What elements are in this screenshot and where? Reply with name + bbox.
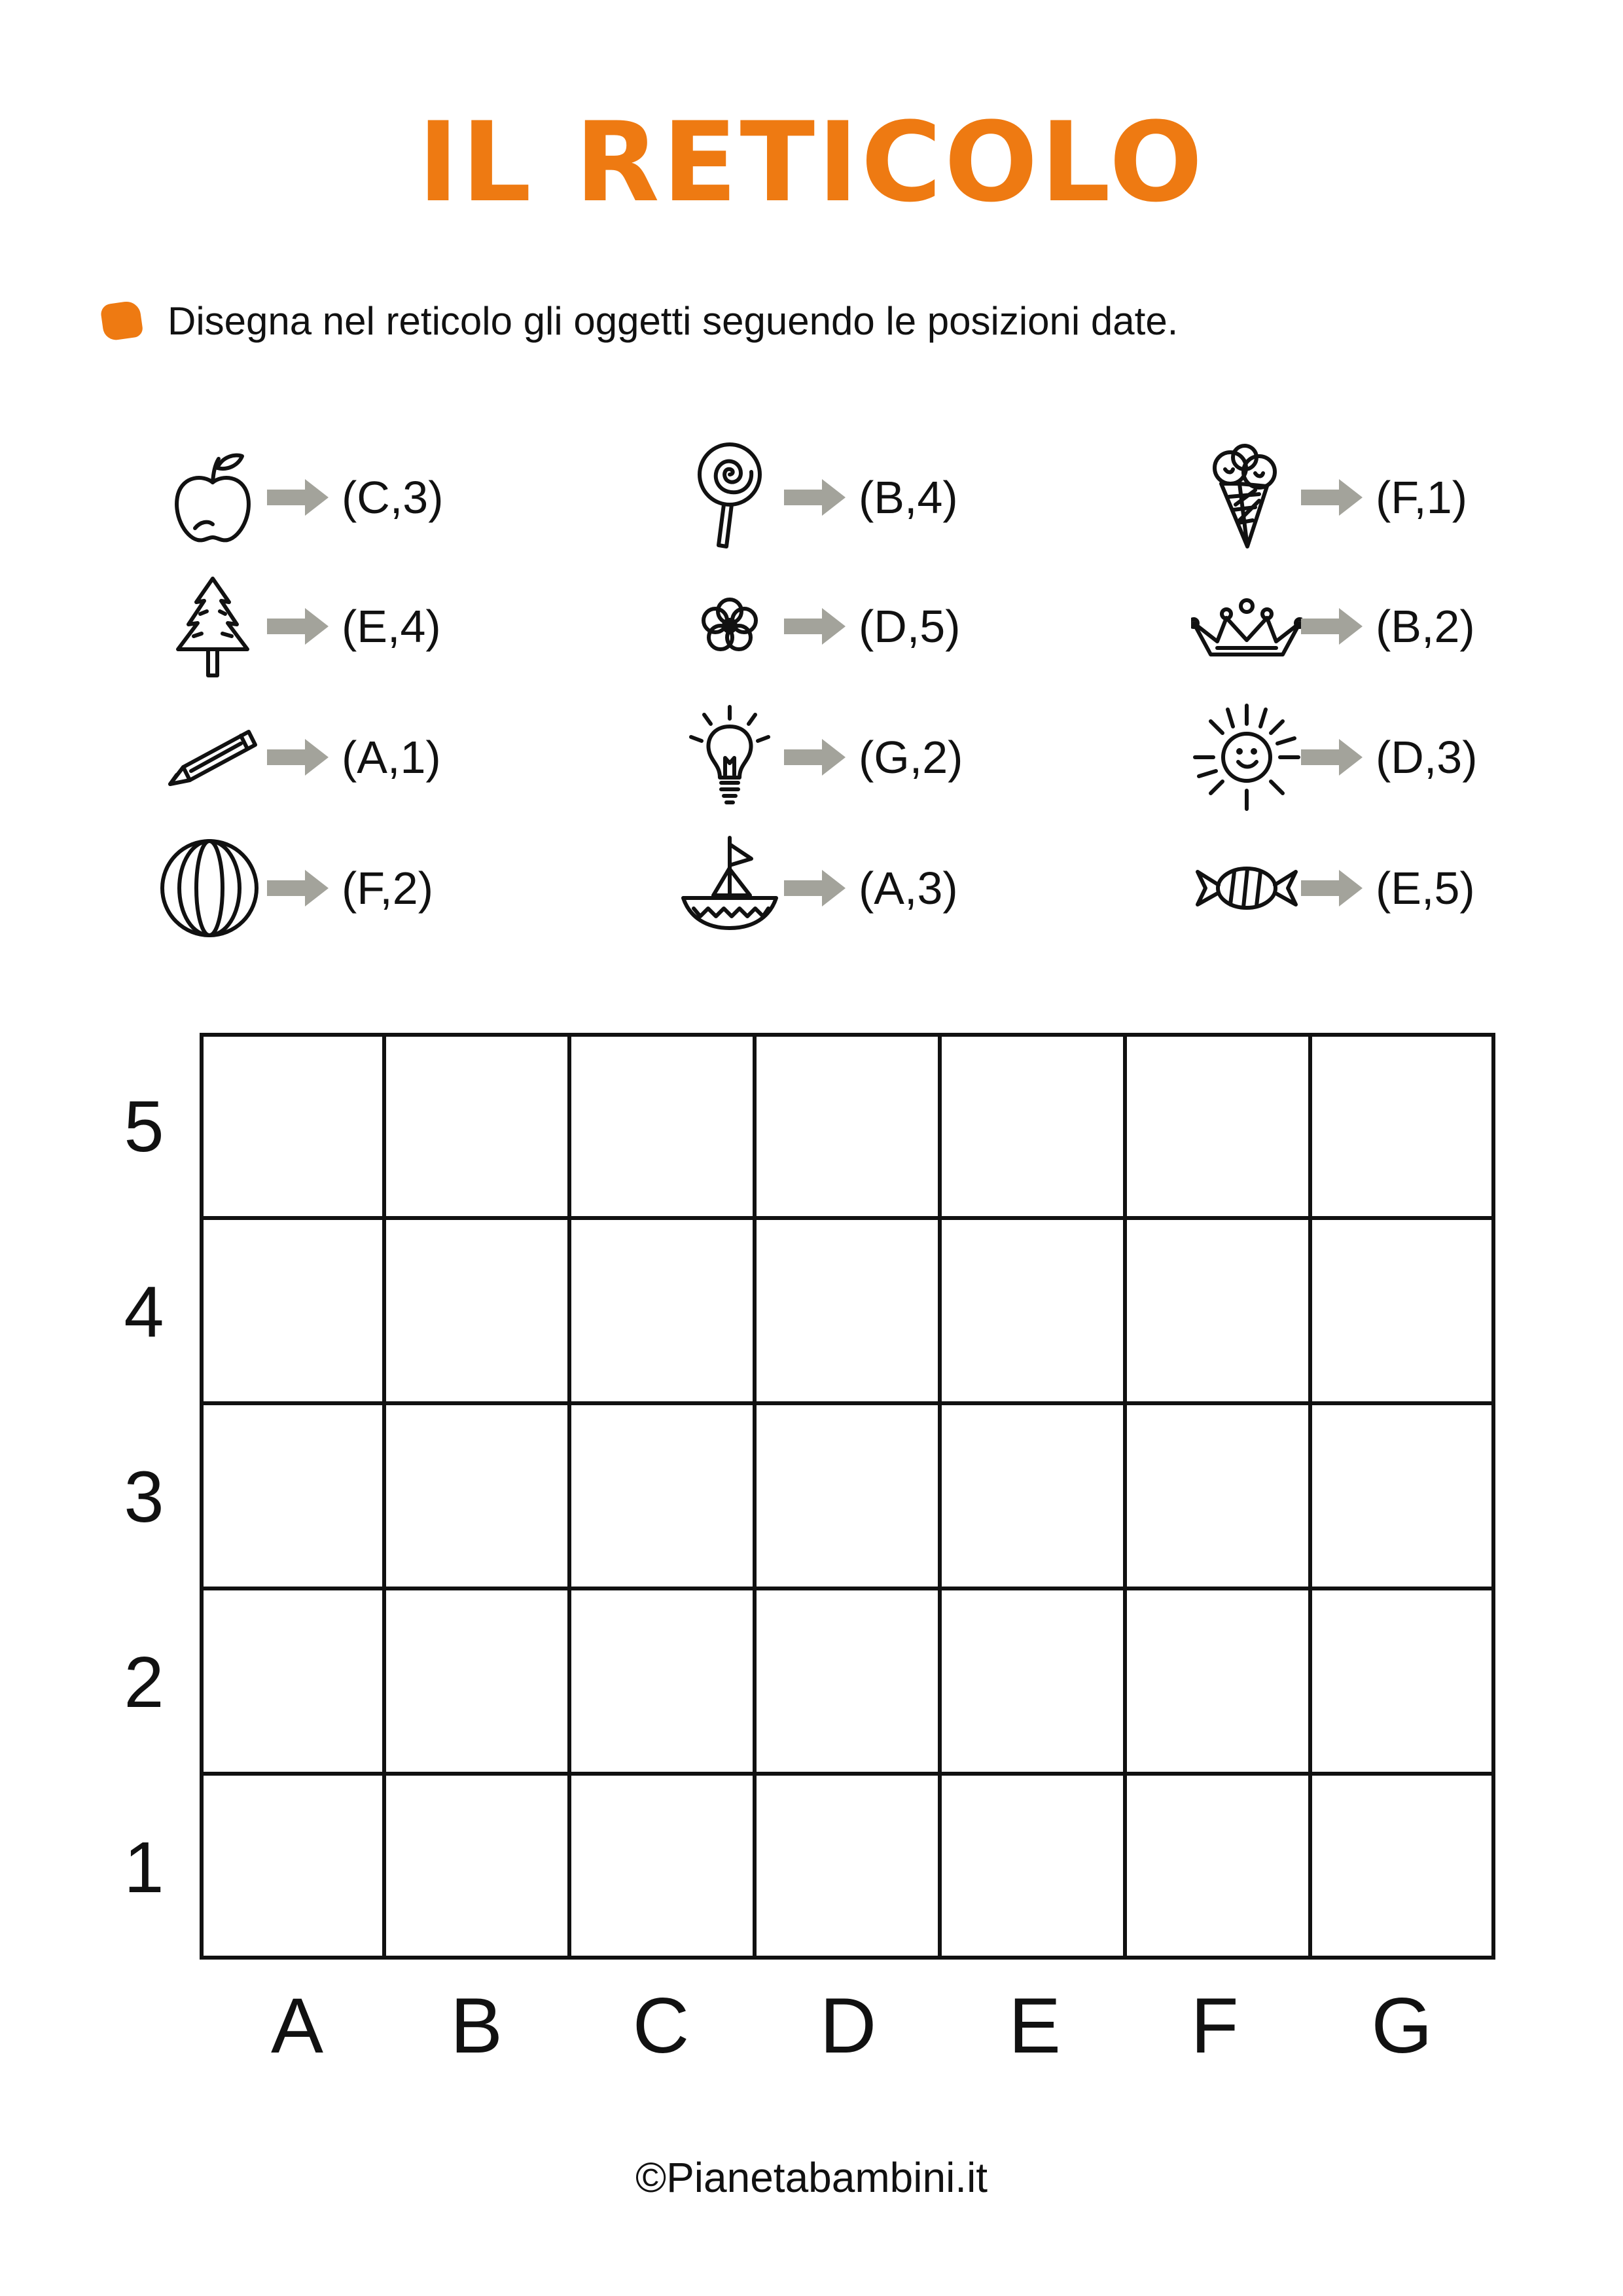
item-coordinate: (B,4) [859, 472, 958, 523]
row-label-4: 4 [124, 1272, 164, 1352]
row-label-3: 3 [124, 1457, 164, 1537]
row-label-1: 1 [124, 1827, 164, 1908]
arrow-icon [1301, 738, 1364, 777]
item-coordinate: (F,1) [1376, 472, 1467, 523]
item-coordinate: (B,2) [1376, 601, 1475, 652]
lightbulb-icon [674, 702, 785, 813]
arrow-icon [784, 869, 847, 908]
arrow-icon [267, 738, 330, 777]
footer-credit: ©Pianetabambini.it [635, 2154, 988, 2201]
bullet-icon [99, 300, 143, 342]
instruction [102, 291, 1178, 350]
column-label-a: A [270, 1982, 324, 2070]
crown-icon [1191, 571, 1302, 682]
item-coordinate: (D,5) [859, 601, 961, 652]
item-lightbulb [674, 702, 1145, 813]
column-label-f: F [1190, 1982, 1239, 2070]
tree-icon [157, 571, 268, 682]
lollipop-icon [674, 442, 785, 553]
item-tree [157, 571, 628, 682]
column-label-b: B [450, 1982, 503, 2070]
arrow-icon [784, 607, 847, 646]
flower-icon [674, 571, 785, 682]
item-ball [157, 833, 628, 944]
item-sun [1191, 702, 1623, 813]
page-title: IL RETICOLO [418, 98, 1205, 226]
boat-icon [674, 833, 785, 944]
row-label-5: 5 [124, 1086, 164, 1167]
coordinate-grid [200, 1033, 1495, 1960]
item-flower [674, 571, 1145, 682]
item-ice-cream [1191, 442, 1623, 553]
arrow-icon [267, 478, 330, 517]
ice-cream-icon [1191, 442, 1302, 553]
item-apple [157, 442, 628, 553]
row-label-2: 2 [124, 1642, 164, 1723]
item-boat [674, 833, 1145, 944]
item-coordinate: (C,3) [342, 472, 444, 523]
pencil-icon [157, 702, 268, 813]
item-coordinate: (A,3) [859, 863, 958, 914]
instruction-text: Disegna nel reticolo gli oggetti seguendo le posizioni date. [168, 298, 1179, 343]
item-coordinate: (E,4) [342, 601, 441, 652]
item-pencil [157, 702, 628, 813]
item-coordinate: (G,2) [859, 732, 963, 783]
arrow-icon [784, 478, 847, 517]
arrow-icon [1301, 478, 1364, 517]
arrow-icon [1301, 869, 1364, 908]
column-label-e: E [1008, 1982, 1061, 2070]
arrow-icon [267, 869, 330, 908]
item-coordinate: (A,1) [342, 732, 441, 783]
item-coordinate: (F,2) [342, 863, 433, 914]
item-coordinate: (E,5) [1376, 863, 1475, 914]
arrow-icon [1301, 607, 1364, 646]
sun-icon [1191, 702, 1302, 813]
item-lollipop [674, 442, 1145, 553]
item-coordinate: (D,3) [1376, 732, 1478, 783]
column-label-c: C [632, 1982, 690, 2070]
candy-icon [1191, 833, 1302, 944]
ball-icon [157, 833, 268, 944]
column-label-g: G [1371, 1982, 1433, 2070]
arrow-icon [784, 738, 847, 777]
item-candy [1191, 833, 1623, 944]
arrow-icon [267, 607, 330, 646]
column-label-d: D [819, 1982, 877, 2070]
item-crown [1191, 571, 1623, 682]
apple-icon [157, 442, 268, 553]
